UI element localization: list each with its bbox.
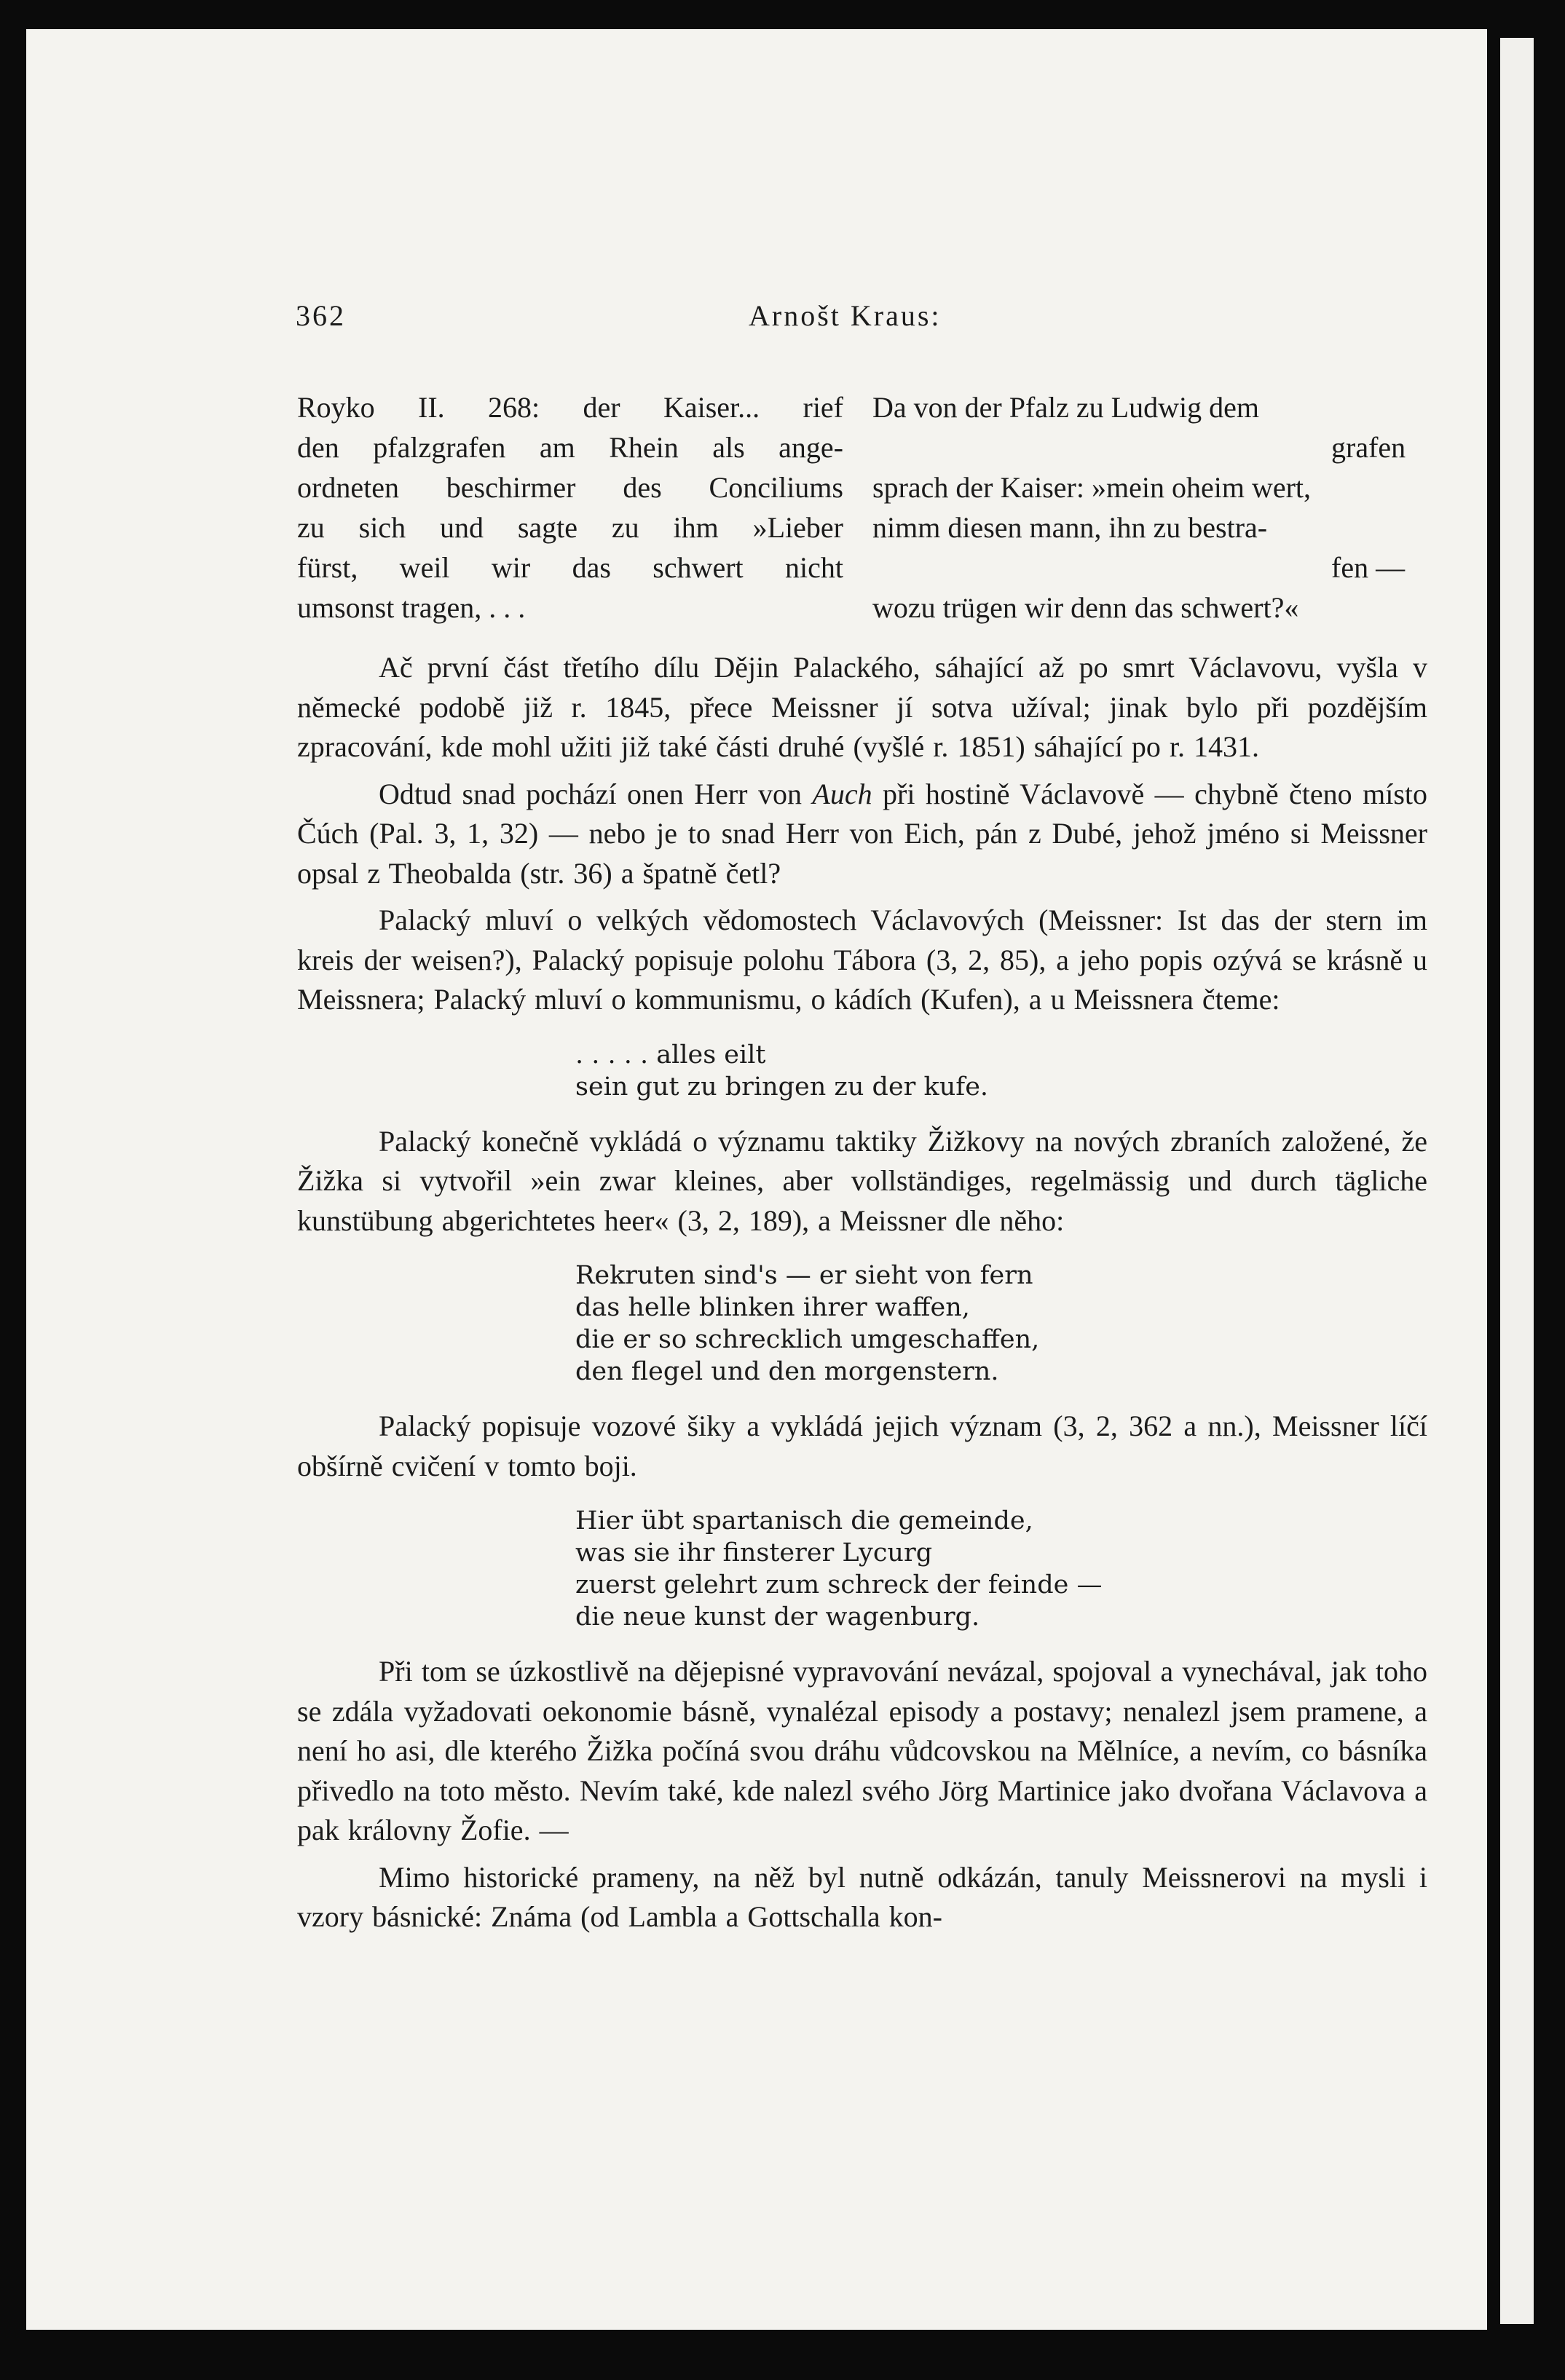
- paragraph: Palacký konečně vykládá o významu taktiky Žižkovy na nových zbraních založené, že Žižka si vytvořil »ein zwar kleines, aber vollständiges, regelmässig und durch tägliche kunstübung abgerichtetes heer« (3, 2, 189), a Meissner dle něho:: [297, 1124, 1427, 1237]
- right-line: wozu trügen wir denn das schwert?«: [872, 591, 1299, 624]
- verse-line: das helle blinken ihrer waffen,: [575, 1293, 970, 1322]
- verse-line: die neue kunst der wagenburg.: [575, 1602, 980, 1632]
- left-line: umsonst tragen, . . .: [297, 591, 526, 624]
- right-line: fen —: [1331, 551, 1406, 584]
- right-column: [872, 387, 1433, 628]
- verse-line: zuerst gelehrt zum schreck der feinde —: [575, 1570, 1103, 1600]
- paragraph: Ač první část třetího dílu Dějin Palackého, sáhající až po smrt Václavovu, vyšla v německé podobě již r. 1845, přece Meissner jí sotva užíval; jinak bylo při pozdějším zpracování, kde mohl užiti již také části druhé (vyšlé r. 1851) sáhající po r. 1431.: [297, 651, 1427, 763]
- adjacent-page-edge: [1500, 38, 1534, 2324]
- right-line: grafen: [1331, 431, 1406, 464]
- verse-quote: [575, 1260, 1427, 1388]
- verse-quote: [575, 1039, 1427, 1103]
- page-sheet: [26, 29, 1487, 2330]
- right-line: nimm diesen mann, ihn zu bestra-: [872, 511, 1268, 544]
- verse-line: sein gut zu bringen zu der kufe.: [575, 1072, 989, 1102]
- left-column: [297, 387, 843, 628]
- left-line: fürst, weil wir das schwert nicht: [297, 551, 843, 584]
- paragraph: [297, 775, 1427, 894]
- page-header: [297, 299, 1427, 342]
- right-line: sprach der Kaiser: »mein oheim wert,: [872, 471, 1312, 504]
- verse-quote: [575, 1505, 1427, 1633]
- verse-line: Rekruten sind's — er sieht von fern: [575, 1261, 1033, 1290]
- running-title: Arnošt Kraus:: [749, 299, 942, 332]
- comparison-columns: [297, 387, 1427, 628]
- left-line: den pfalzgrafen am Rhein als ange-: [297, 431, 843, 464]
- verse-line: den flegel und den morgenstern.: [575, 1357, 999, 1386]
- paragraph: Palacký mluví o velkých vědomostech Václavových (Meissner: Ist das der stern im kreis der weisen?), Palacký popisuje polohu Tábora (3, 2, 85), a jeho popis ozývá se krásně u Meissnera; Palacký mluví o kommunismu, o kádích (Kufen), a u Meissnera čteme:: [297, 904, 1427, 1016]
- paragraph-text: při hostině Václavově — chybně čteno místo Čúch (Pal. 3, 1, 32) — nebo je to snad Herr von Eich, pán z Dubé, jehož jméno si Meissner opsal z Theobalda (str. 36) a špatně četl?: [297, 777, 1428, 890]
- left-line: Royko II. 268: der Kaiser... rief: [297, 391, 843, 424]
- verse-line: was sie ihr finsterer Lycurg: [575, 1538, 933, 1567]
- italic-word: Auch: [812, 777, 872, 810]
- verse-line: die er so schrecklich umgeschaffen,: [575, 1325, 1040, 1354]
- verse-line: Hier übt spartanisch die gemeinde,: [575, 1506, 1033, 1535]
- left-line: zu sich und sagte zu ihm »Lieber: [297, 511, 843, 544]
- paragraph: Palacký popisuje vozové šiky a vykládá jejich význam (3, 2, 362 a nn.), Meissner líčí obšírně cvičení v tomto boji.: [297, 1410, 1427, 1482]
- left-line: ordneten beschirmer des Conciliums: [297, 471, 843, 504]
- verse-line: . . . . . alles eilt: [575, 1040, 766, 1070]
- paragraph: Mimo historické prameny, na něž byl nutně odkázán, tanuly Meissnerovi na mysli i vzory básnické: Známa (od Lambla a Gottschalla kon-: [297, 1860, 1427, 1933]
- page-number: 362: [296, 299, 346, 332]
- right-line: Da von der Pfalz zu Ludwig dem: [872, 391, 1259, 424]
- page-content: [297, 299, 1427, 1937]
- paragraph-text: Odtud snad pochází onen Herr von: [379, 777, 813, 810]
- paragraph: Při tom se úzkostlivě na dějepisné vypravování nevázal, spojoval a vynechával, jak toho se zdála vyžadovati oekonomie básně, vynalézal episody a postavy; nenalezl jsem pramene, a není ho asi, dle kterého Žižka počíná svou dráhu vůdcovskou na Mělníce, a nevím, co básníka přivedlo na toto město. Nevím také, kde nalezl svého Jörg Martinice jako dvořana Václavova a pak královny Žofie. —: [297, 1655, 1427, 1846]
